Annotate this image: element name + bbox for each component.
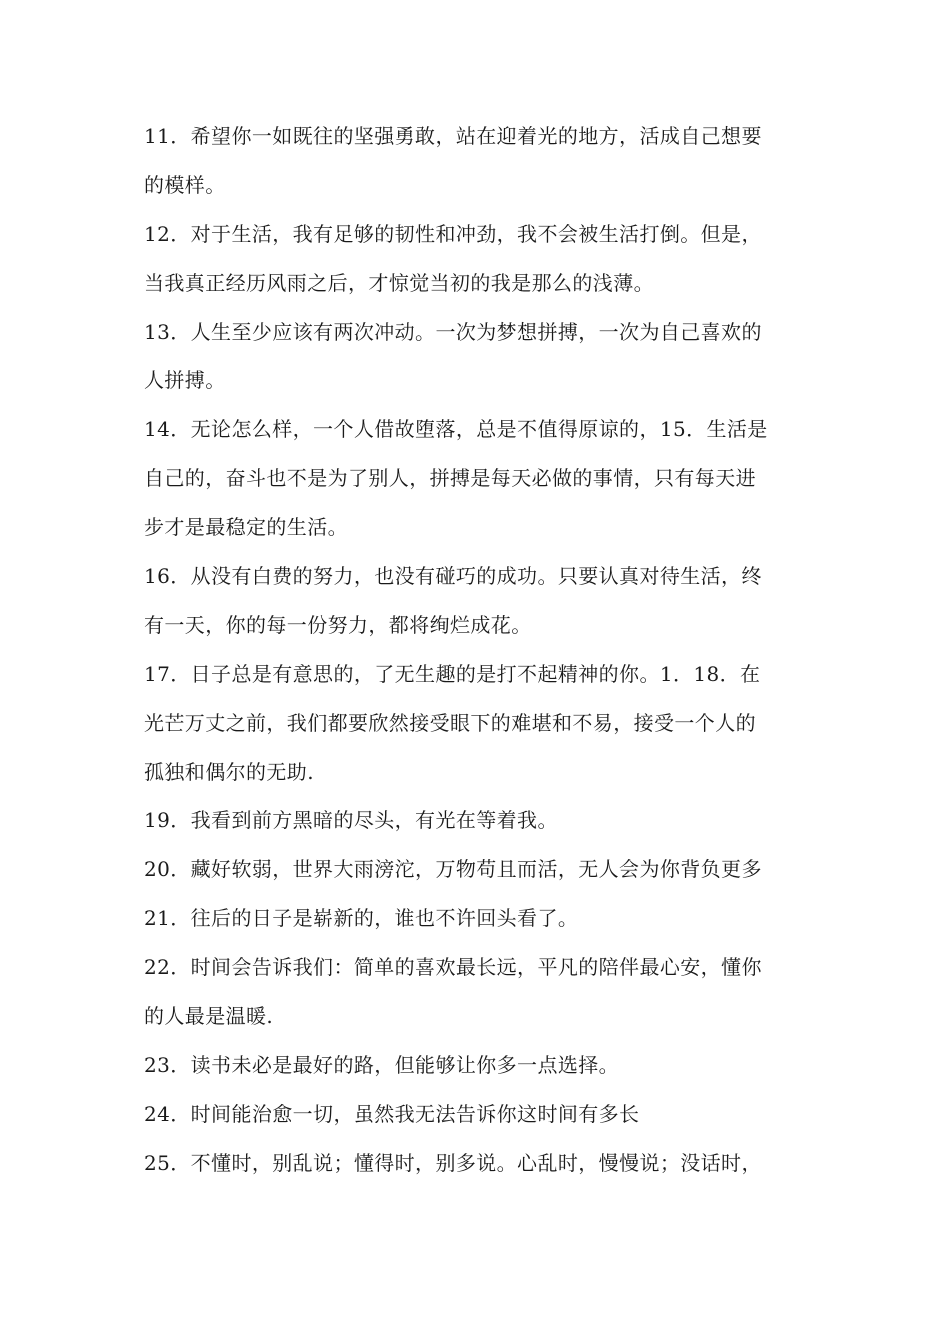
text-line: 16．从没有白费的努力，也没有碰巧的成功。只要认真对待生活，终 (144, 564, 762, 589)
text-line: 当我真正经历风雨之后，才惊觉当初的我是那么的浅薄。 (144, 270, 654, 295)
document-body (144, 112, 808, 1188)
text-line: 有一天，你的每一份努力，都将绚烂成花。 (144, 612, 532, 637)
text-line: 23．读书未必是最好的路，但能够让你多一点选择。 (144, 1052, 620, 1077)
text-line: 20．藏好软弱，世界大雨滂沱，万物苟且而活，无人会为你背负更多 (144, 857, 762, 882)
text-line: 14．无论怎么样，一个人借故堕落，总是不值得原谅的，15．生活是 (144, 417, 768, 442)
text-line: 的人最是温暖. (144, 1004, 274, 1029)
text-line: 12．对于生活，我有足够的韧性和冲劲，我不会被生活打倒。但是， (144, 221, 762, 246)
text-line: 17．日子总是有意思的，了无生趣的是打不起精神的你。1．18．在 (144, 661, 761, 686)
text-line: 19．我看到前方黑暗的尽头，有光在等着我。 (144, 808, 558, 833)
text-line: 步才是最稳定的生活。 (144, 515, 348, 540)
text-line: 13．人生至少应该有两次冲动。一次为梦想拼搏，一次为自己喜欢的 (144, 319, 762, 344)
text-line: 光芒万丈之前，我们都要欣然接受眼下的难堪和不易，接受一个人的 (144, 710, 756, 735)
text-line: 11．希望你一如既往的坚强勇敢，站在迎着光的地方，活成自己想要 (144, 124, 762, 148)
text-line: 自己的，奋斗也不是为了别人，拼搏是每天必做的事情，只有每天进 (144, 466, 756, 491)
text-line: 25．不懂时，别乱说；懂得时，别多说。心乱时，慢慢说；没话时， (144, 1150, 762, 1175)
text-line: 22．时间会告诉我们：简单的喜欢最长远，平凡的陪伴最心安，懂你 (144, 955, 762, 980)
text-line: 人拼搏。 (144, 368, 226, 393)
text-line: 的模样。 (144, 172, 226, 197)
text-line: 孤独和偶尔的无助. (144, 759, 314, 784)
text-line: 21．往后的日子是崭新的，谁也不许回头看了。 (144, 906, 579, 931)
text-line: 24．时间能治愈一切，虽然我无法告诉你这时间有多长 (144, 1101, 640, 1126)
